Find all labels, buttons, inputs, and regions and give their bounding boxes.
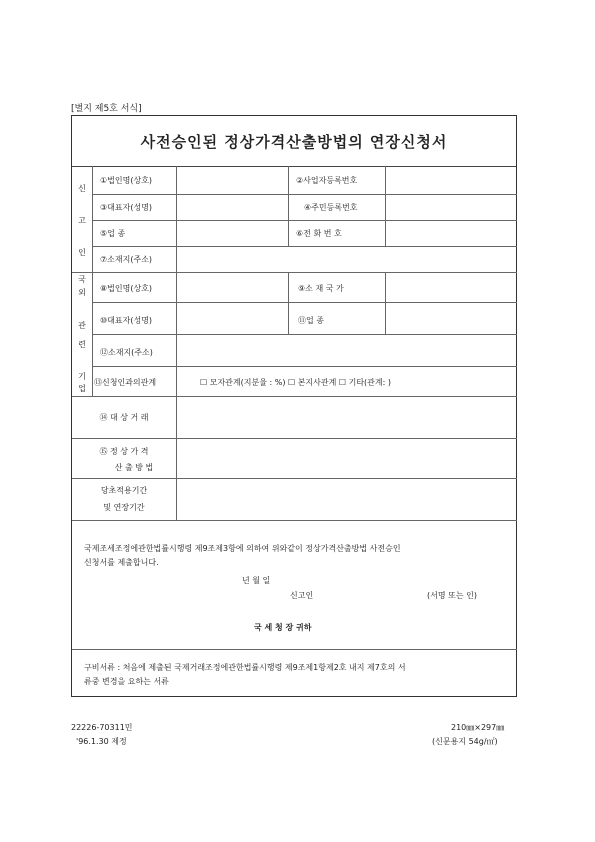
label-period-1: 당초적용기간 [100, 486, 148, 495]
label-foreign-address: ⑫소재지(주소) [100, 348, 153, 357]
row-divider [92, 334, 517, 335]
side-label-foreign-2: 외 [78, 288, 86, 297]
label-period-2: 및 연장기간 [103, 503, 145, 512]
row-divider [92, 366, 517, 367]
declaration-sign: (서명 또는 인) [427, 591, 477, 600]
side-label-foreign-4: 련 [78, 340, 86, 349]
row-divider [72, 478, 517, 479]
attachments-line-1: 구비서류 : 처음에 제출된 국제거래조정에관한법률시행령 제9조제1항제2호 내지 제7호의 서 [84, 663, 406, 672]
row-divider [92, 194, 517, 195]
label-foreign-rep-name: ⑩대표자(성명) [100, 316, 153, 325]
row-divider [72, 396, 517, 397]
column-divider [176, 396, 177, 520]
column-divider [92, 166, 93, 396]
declaration-recipient: 국 세 청 장 귀하 [254, 623, 312, 632]
footer-code: 22226-70311민 [71, 723, 133, 732]
declaration-text-1: 국제조세조정에관한법률시행령 제9조제3항에 의하여 위와같이 정상가격산출방법 사전승인 [84, 544, 401, 553]
label-transaction: ⑭ 대 상 거 래 [99, 413, 149, 422]
application-form [71, 115, 517, 697]
column-divider [385, 166, 386, 246]
label-method-1: ⑮ 정 상 가 격 [99, 447, 149, 456]
label-business: ⑤업 종 [100, 229, 126, 238]
side-label-applicant-2: 고 [78, 216, 86, 225]
column-divider [176, 166, 177, 396]
label-relation: ⑬신청인과의관계 [94, 378, 157, 387]
row-divider [72, 520, 517, 521]
declaration-applicant: 신고인 [290, 591, 314, 600]
declaration-date: 년 월 일 [242, 576, 271, 585]
label-foreign-business: ⑪업 종 [298, 316, 324, 325]
label-address: ⑦소재지(주소) [100, 255, 153, 264]
label-method-2: 산 출 방 법 [114, 463, 154, 472]
side-label-applicant-1: 신 [78, 184, 86, 193]
row-divider [92, 246, 517, 247]
side-label-foreign-5: 기 [78, 372, 86, 381]
label-foreign-country: ⑨소 재 국 가 [298, 284, 344, 293]
form-title: 사전승인된 정상가격산출방법의 연장신청서 [72, 116, 516, 167]
row-divider [72, 272, 517, 273]
column-divider [288, 272, 289, 334]
form-number-tag: [별지 제5호 서식] [71, 104, 142, 114]
side-label-foreign-6: 업 [78, 384, 86, 393]
row-divider [92, 220, 517, 221]
side-label-applicant-3: 인 [78, 248, 86, 257]
label-foreign-corp-name: ⑧법인명(상호) [100, 284, 153, 293]
side-label-foreign-1: 국 [78, 275, 86, 284]
column-divider [385, 272, 386, 334]
label-resident-no: ④주민등록번호 [304, 203, 358, 212]
label-corp-name: ①법인명(상호) [100, 176, 153, 185]
label-rep-name: ③대표자(성명) [100, 203, 153, 212]
relation-options[interactable]: ☐ 모자관계(지분율 : %) ☐ 본지사관계 ☐ 기타(관계: ) [200, 378, 391, 387]
column-divider [288, 166, 289, 246]
footer-paper: (신문용지 54g/㎡) [432, 737, 498, 746]
row-divider [72, 438, 517, 439]
row-divider [92, 302, 517, 303]
attachments-line-2: 류중 변경을 요하는 서류 [84, 677, 169, 686]
declaration-text-2: 신청서를 제출합니다. [84, 558, 159, 567]
label-biz-reg-no: ②사업자등록번호 [296, 176, 358, 185]
side-label-foreign-3: 관 [78, 321, 86, 330]
label-phone: ⑥전 화 번 호 [296, 229, 342, 238]
footer-size: 210㎜×297㎜ [451, 723, 505, 732]
row-divider [72, 649, 517, 650]
footer-enacted: '96.1.30 제정 [76, 737, 127, 746]
